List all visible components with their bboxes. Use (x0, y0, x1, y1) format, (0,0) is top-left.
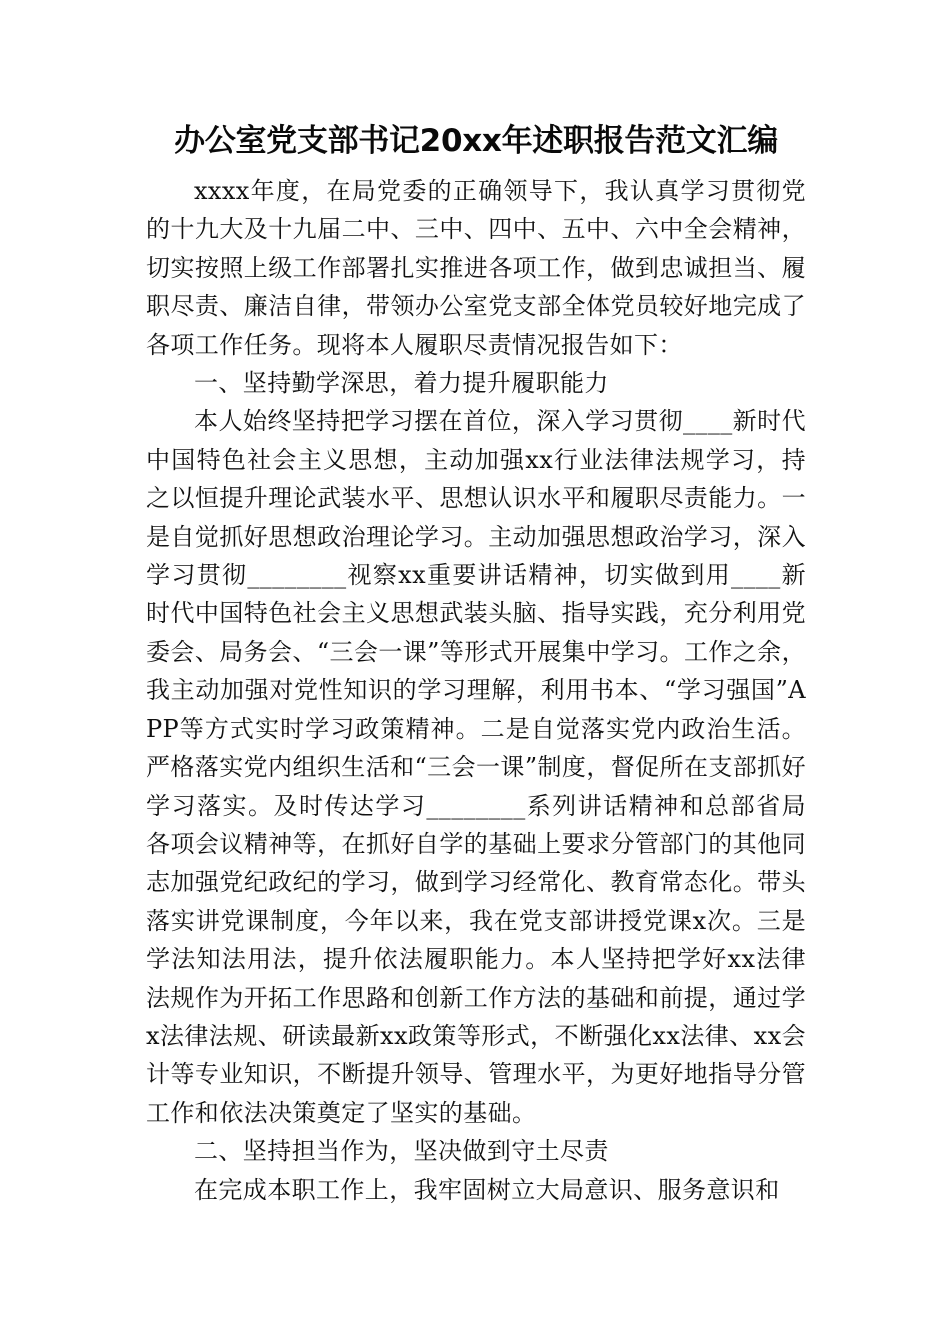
section-heading-1: 一、坚持勤学深思，着力提升履职能力 (194, 369, 609, 398)
document-page (146, 118, 806, 1209)
document-title: 办公室党支部书记20xx年述职报告范文汇编 (174, 123, 778, 159)
section-1-body: 本人始终坚持把学习摆在首位，深入学习贯彻____新时代中国特色社会主义思想，主动加强xx行业法律法规学习，持之以恒提升理论武装水平、思想认识水平和履职尽责能力。一是自觉抓好思想政治理论学习。主动加强思想政治学习，深入学习贯彻________视察xx重要讲话精神，切实做到用____新时代中国特色社会主义思想武装头脑、指导实践，充分利用党委会、局务会、“三会一课”等形式开展集中学习。工作之余，我主动加强对党性知识的学习理解，利用书本、“学习强国”APP等方式实时学习政策精神。二是自觉落实党内政治生活。严格落实党内组织生活和“三会一课”制度，督促所在支部抓好学习落实。及时传达学习________系列讲话精神和总部省局各项会议精神等，在抓好自学的基础上要求分管部门的其他同志加强党纪政纪的学习，做到学习经常化、教育常态化。带头落实讲党课制度，今年以来，我在党支部讲授党课x次。三是学法知法用法，提升依法履职能力。本人坚持把学好xx法律法规作为开拓工作思路和创新工作方法的基础和前提，通过学x法律法规、研读最新xx政策等形式，不断强化xx法律、xx会计等专业知识，不断提升领导、管理水平，为更好地指导分管工作和依法决策奠定了坚实的基础。 (146, 407, 806, 1127)
section-2-body: 在完成本职工作上，我牢固树立大局意识、服务意识和 (194, 1175, 780, 1204)
section-heading-2: 二、坚持担当作为，坚决做到守土尽责 (194, 1137, 609, 1166)
intro-paragraph: xxxx年度，在局党委的正确领导下，我认真学习贯彻党的十九大及十九届二中、三中、四中、五中、六中全会精神，切实按照上级工作部署扎实推进各项工作，做到忠诚担当、履职尽责、廉洁自律，带领办公室党支部全体党员较好地完成了各项工作任务。现将本人履职尽责情况报告如下： (146, 177, 806, 359)
